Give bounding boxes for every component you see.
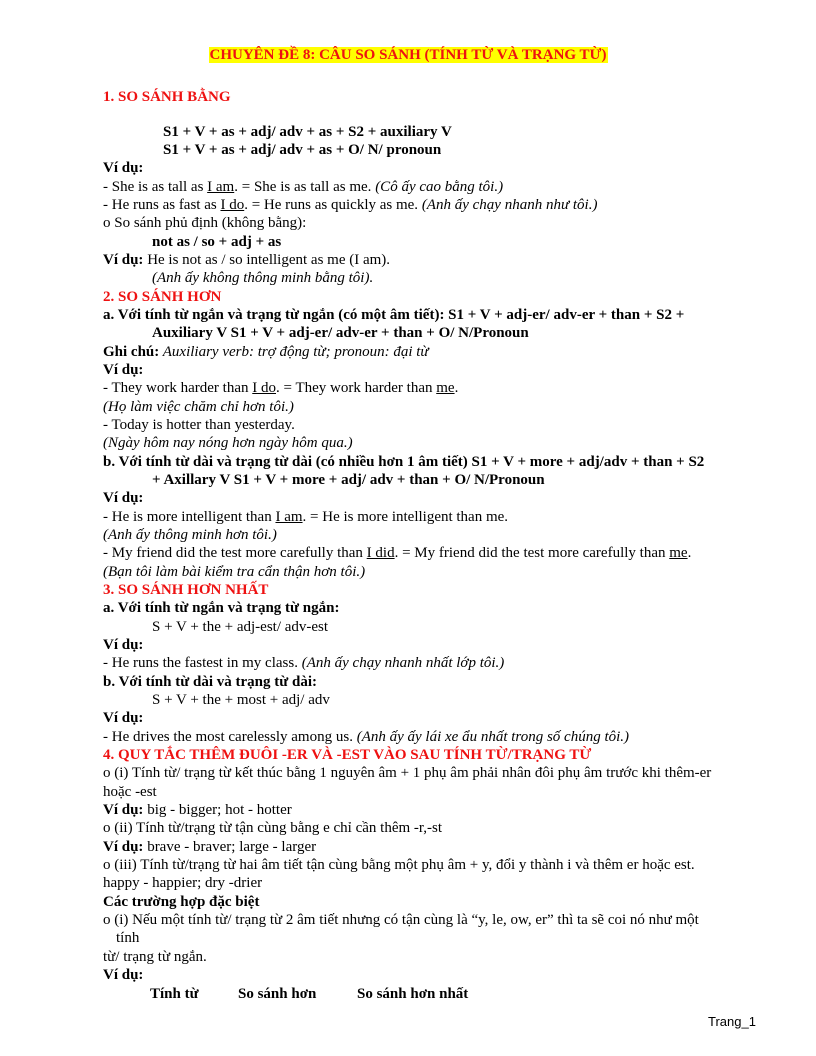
example-label: Ví dụ:: [103, 362, 144, 378]
table-header-superlative: So sánh hơn nhất: [357, 986, 469, 1002]
example-label: Ví dụ:: [103, 967, 144, 983]
example-line: - They work harder than I do. = They work harder than me.: [103, 380, 459, 396]
example-label: Ví dụ:: [103, 637, 144, 653]
section-1-heading: 1. SO SÁNH BẰNG: [103, 89, 231, 105]
example-line: - My friend did the test more carefully than I did. = My friend did the test more carefully than me.: [103, 545, 692, 561]
example-label: Ví dụ:: [103, 160, 144, 176]
superlative-short-formula: S + V + the + adj-est/ adv-est: [152, 619, 329, 635]
superlative-long-formula: S + V + the + most + adj/ adv: [152, 692, 330, 708]
rule-a-line: a. Với tính từ ngắn và trạng từ ngắn (có một âm tiết): S1 + V + adj-er/ adv-er + than + S2 +: [103, 307, 685, 323]
page-title: CHUYÊN ĐỀ 8: CÂU SO SÁNH (TÍNH TỪ VÀ TRẠNG TỪ): [209, 47, 607, 63]
example-line: Ví dụ: He is not as / so intelligent as me (I am).: [103, 252, 391, 268]
example-line: - He is more intelligent than I am. = He is more intelligent than me.: [103, 509, 509, 525]
example-translation: (Anh ấy không thông minh bằng tôi).: [152, 270, 374, 286]
example-line: - Today is hotter than yesterday.: [103, 417, 295, 433]
section-4-heading: 4. QUY TẮC THÊM ĐUÔI -ER VÀ -EST VÀO SAU TÍNH TỪ/TRẠNG TỪ: [103, 747, 592, 763]
example-translation: (Ngày hôm nay nóng hơn ngày hôm qua.): [103, 435, 353, 451]
example-label: Ví dụ:: [103, 490, 144, 506]
rule-line: o (iii) Tính từ/trạng từ hai âm tiết tận cùng bằng một phụ âm + y, đổi y thành i và thêm er hoặc est.: [103, 857, 695, 873]
rule-line: tính: [116, 930, 140, 946]
rule-a-line: Auxiliary V S1 + V + adj-er/ adv-er + than + O/ N/Pronoun: [152, 325, 529, 341]
rule-line: hoặc -est: [103, 784, 157, 800]
example-label: Ví dụ:: [103, 710, 144, 726]
negative-formula: not as / so + adj + as: [152, 234, 282, 250]
formula-equal-1: S1 + V + as + adj/ adv + as + S2 + auxiliary V: [163, 124, 452, 140]
example-line: - He runs as fast as I do. = He runs as quickly as me. (Anh ấy chạy nhanh như tôi.): [103, 197, 598, 213]
rule-line: từ/ trạng từ ngắn.: [103, 949, 207, 965]
note-line: Ghi chú: Auxiliary verb: trợ động từ; pronoun: đại từ: [103, 344, 429, 360]
example-line: Ví dụ: big - bigger; hot - hotter: [103, 802, 292, 818]
rule-b-line: + Axillary V S1 + V + more + adj/ adv + than + O/ N/Pronoun: [152, 472, 545, 488]
formula-equal-2: S1 + V + as + adj/ adv + as + O/ N/ pronoun: [163, 142, 442, 158]
example-translation: (Họ làm việc chăm chỉ hơn tôi.): [103, 399, 294, 415]
rule-line: o (ii) Tính từ/trạng từ tận cùng bằng e chỉ cần thêm -r,-st: [103, 820, 443, 836]
example-line: - He drives the most carelessly among us. (Anh ấy ấy lái xe ẩu nhất trong số chúng tôi.): [103, 729, 630, 745]
section-3-heading: 3. SO SÁNH HƠN NHẤT: [103, 582, 269, 598]
rule-b-line: b. Với tính từ dài và trạng từ dài:: [103, 674, 317, 690]
example-line: - He runs the fastest in my class. (Anh ấy chạy nhanh nhất lớp tôi.): [103, 655, 505, 671]
example-translation: (Bạn tôi làm bài kiểm tra cẩn thận hơn tôi.): [103, 564, 366, 580]
rule-line: o (i) Tính từ/ trạng từ kết thúc bằng 1 nguyên âm + 1 phụ âm phải nhân đôi phụ âm trước khi thêm-er: [103, 765, 712, 781]
table-header-comparative: So sánh hơn: [238, 986, 317, 1002]
example-line: Ví dụ: brave - braver; large - larger: [103, 839, 317, 855]
rule-a-line: a. Với tính từ ngắn và trạng từ ngắn:: [103, 600, 340, 616]
rule-b-line: b. Với tính từ dài và trạng từ dài (có nhiều hơn 1 âm tiết) S1 + V + more + adj/adv + than + S2: [103, 454, 705, 470]
section-2-heading: 2. SO SÁNH HƠN: [103, 289, 222, 305]
rule-line: o (i) Nếu một tính từ/ trạng từ 2 âm tiết nhưng có tận cùng là “y, le, ow, er” thì ta sẽ coi nó như một: [103, 912, 699, 928]
special-cases-heading: Các trường hợp đặc biệt: [103, 894, 260, 910]
page-number: Trang_1: [708, 1014, 756, 1029]
example-line: - She is as tall as I am. = She is as tall as me. (Cô ấy cao bằng tôi.): [103, 179, 504, 195]
example-line: happy - happier; dry -drier: [103, 875, 263, 891]
example-translation: (Anh ấy thông minh hơn tôi.): [103, 527, 277, 543]
negative-comparison-note: o So sánh phủ định (không bằng):: [103, 215, 307, 231]
table-header-adjective: Tính từ: [150, 986, 199, 1002]
